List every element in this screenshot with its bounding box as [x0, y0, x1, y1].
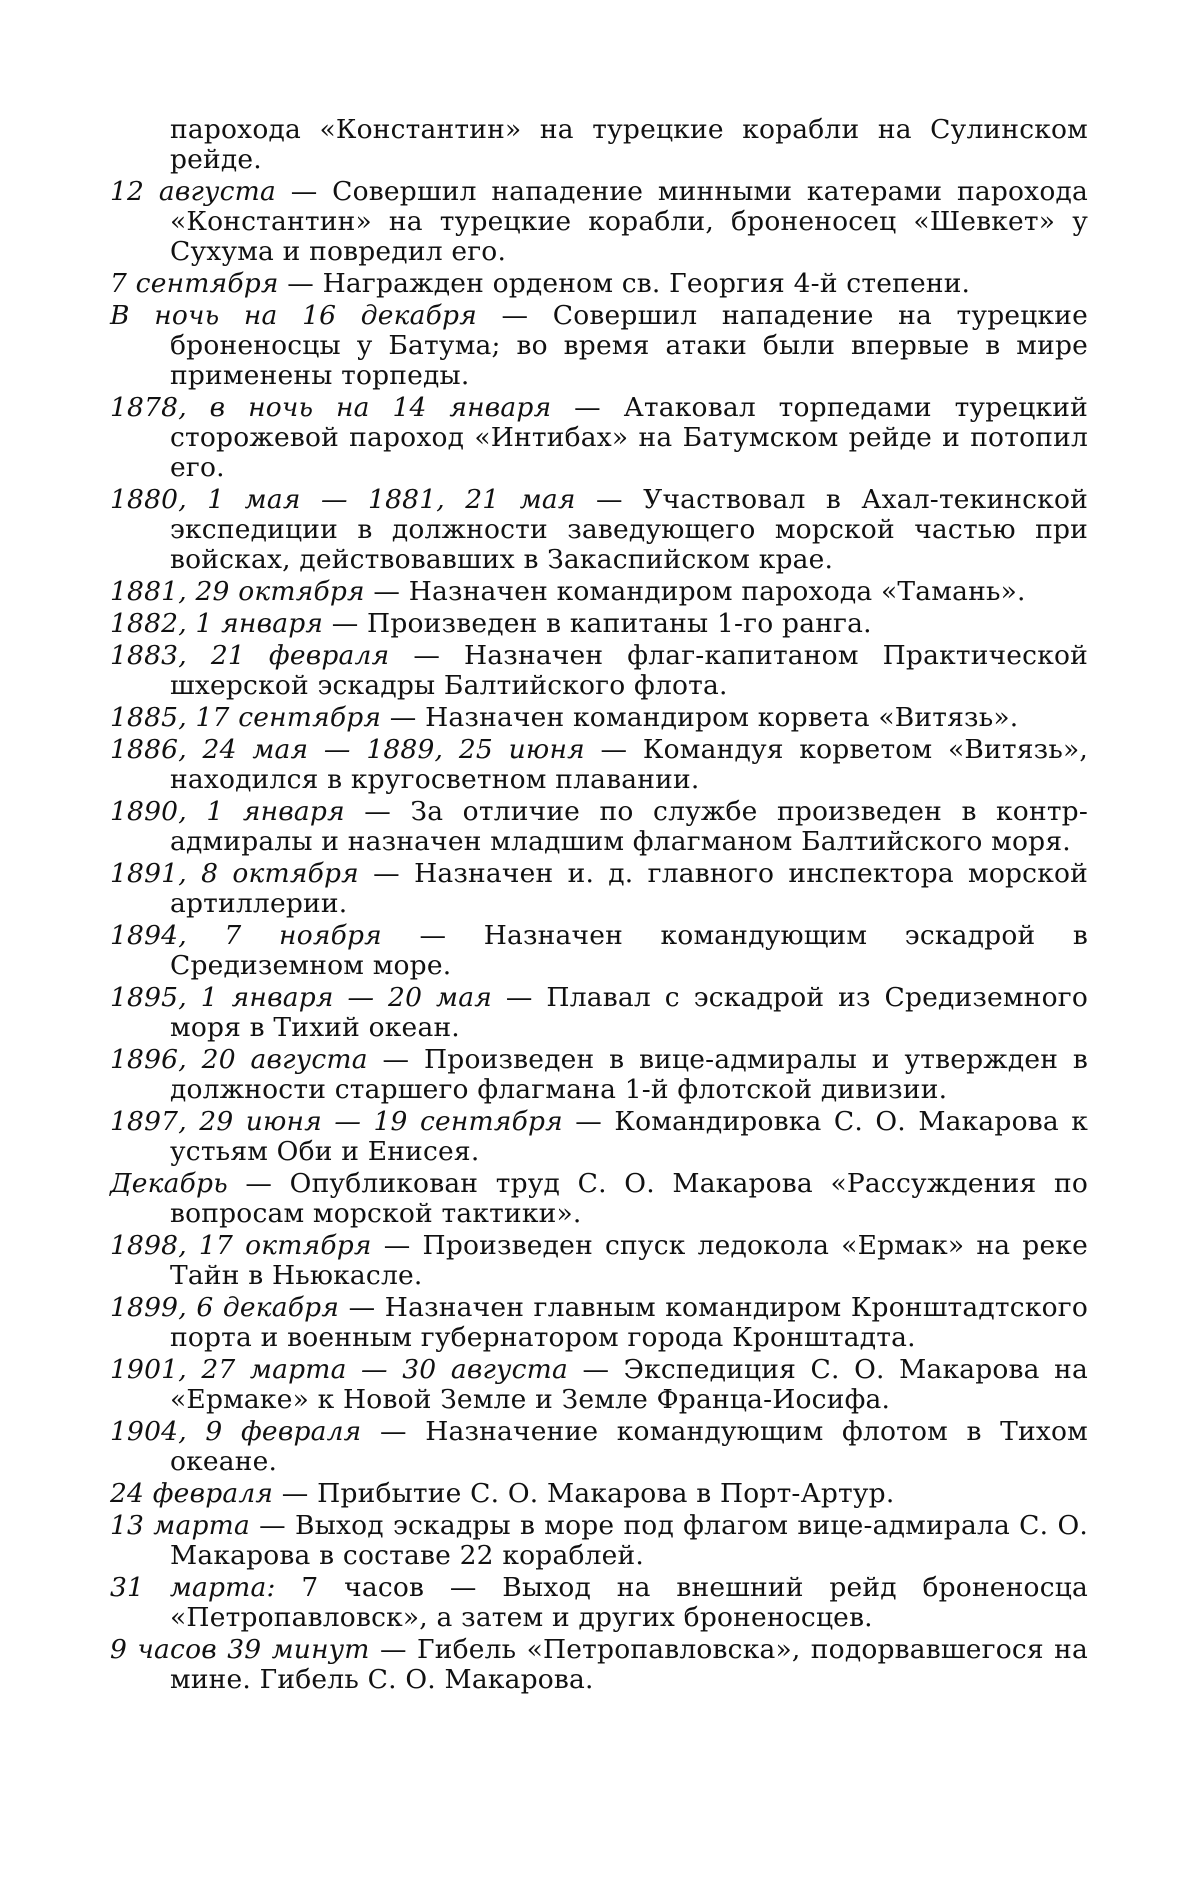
entry-text: парохода «Константин» на турецкие корабли на Сулинском рейде. [170, 114, 1088, 175]
entry-date: 1899, 6 декабря [110, 1292, 339, 1323]
entry-date: 9 часов 39 минут [110, 1634, 370, 1665]
entry-date: В ночь на 16 декабря [110, 300, 477, 331]
entry-text: — Совершил нападение на турецкие броненосцы у Батума; во время атаки были впервые в мире применены торпеды. [170, 300, 1088, 391]
entry-text: — Командуя корветом «Витязь», находился в кругосветном плавании. [170, 734, 1088, 795]
entry-text: — Гибель «Петропавловска», подорвавшегося на мине. Гибель С. О. Макарова. [170, 1634, 1088, 1695]
entry-text: — Назначен командующим эскадрой в Средиземном море. [170, 920, 1088, 981]
chronology-entry [110, 983, 1088, 1043]
entry-text: 7 часов — Выход на внешний рейд броненосца «Петропавловск», а затем и других броненосцев. [170, 1572, 1088, 1633]
entry-text: — За отличие по службе произведен в контр-адмиралы и назначен младшим флагманом Балтийского моря. [170, 796, 1088, 857]
chronology-entry [110, 859, 1088, 919]
entry-date: 1897, 29 июня — 19 сентября [110, 1106, 563, 1137]
entry-text: — Произведен в капитаны 1-го ранга. [323, 608, 872, 639]
entry-date: 1895, 1 января — 20 мая [110, 982, 492, 1013]
entry-text: — Атаковал торпедами турецкий сторожевой пароход «Интибах» на Батумском рейде и потопил его. [170, 392, 1088, 483]
chronology-entry [110, 609, 1088, 639]
chronology-entry [110, 1231, 1088, 1291]
entry-date: 1882, 1 января [110, 608, 323, 639]
chronology-entry [110, 1635, 1088, 1695]
chronology-entry [110, 393, 1088, 483]
entry-date: 1886, 24 мая — 1889, 25 июня [110, 734, 585, 765]
entry-text: — Прибытие С. О. Макарова в Порт-Артур. [273, 1478, 894, 1509]
entry-date: 1891, 8 октября [110, 858, 359, 889]
entry-date: 1885, 17 сентября [110, 702, 381, 733]
chronology-text [110, 115, 1088, 1697]
chronology-entry [110, 1417, 1088, 1477]
entry-text: — Совершил нападение минными катерами парохода «Константин» на турецкие корабли, броненосец «Шевкет» у Сухума и повредил его. [170, 176, 1088, 267]
chronology-entry [110, 921, 1088, 981]
entry-text: — Выход эскадры в море под флагом вице-адмирала С. О. Макарова в составе 22 кораблей. [170, 1510, 1088, 1571]
chronology-entry [110, 1045, 1088, 1105]
chronology-entry [110, 301, 1088, 391]
entry-text: — Награжден орденом св. Георгия 4-й степени. [279, 268, 971, 299]
entry-date: 1901, 27 марта — 30 августа [110, 1354, 568, 1385]
entry-text: — Командировка С. О. Макарова к устьям Оби и Енисея. [170, 1106, 1088, 1167]
chronology-entry [110, 1107, 1088, 1167]
entry-text: — Плавал с эскадрой из Средиземного моря в Тихий океан. [170, 982, 1088, 1043]
entry-text: — Произведен в вице-адмиралы и утвержден в должности старшего флагмана 1-й флотской дивизии. [170, 1044, 1088, 1105]
entry-date: 1890, 1 января [110, 796, 345, 827]
chronology-entry [110, 735, 1088, 795]
entry-date: 12 августа [110, 176, 276, 207]
chronology-entry [110, 1169, 1088, 1229]
chronology-entry [110, 797, 1088, 857]
entry-text: — Назначен главным командиром Кронштадтского порта и военным губернатором города Кронштадта. [170, 1292, 1088, 1353]
chronology-entry [110, 1355, 1088, 1415]
entry-date: 1878, в ночь на 14 января [110, 392, 551, 423]
entry-text: — Опубликован труд С. О. Макарова «Рассуждения по вопросам морской тактики». [170, 1168, 1088, 1229]
chronology-entry [110, 641, 1088, 701]
entry-text: — Назначен командиром корвета «Витязь». [381, 702, 1018, 733]
entry-text: — Экспедиция С. О. Макарова на «Ермаке» к Новой Земле и Земле Франца-Иосифа. [170, 1354, 1088, 1415]
chronology-entry [110, 1573, 1088, 1633]
entry-date: 1898, 17 октября [110, 1230, 372, 1261]
entry-text: — Назначен и. д. главного инспектора морской артиллерии. [170, 858, 1088, 919]
entry-date: 1904, 9 февраля [110, 1416, 361, 1447]
entry-text: — Участвовал в Ахал-текинской экспедиции в должности заведующего морской частью при войсках, действовавших в Закаспийском крае. [170, 484, 1088, 575]
document-page [0, 0, 1200, 1881]
entry-date: 1896, 20 августа [110, 1044, 368, 1075]
entry-text: — Назначен флаг-капитаном Практической шхерской эскадры Балтийского флота. [170, 640, 1088, 701]
chronology-entry [110, 1293, 1088, 1353]
entry-date: 1880, 1 мая — 1881, 21 мая [110, 484, 576, 515]
chronology-entry [110, 485, 1088, 575]
entry-date: 1881, 29 октября [110, 576, 365, 607]
entry-date: 24 февраля [110, 1478, 273, 1509]
entry-text: — Назначение командующим флотом в Тихом океане. [170, 1416, 1088, 1477]
chronology-entry [110, 177, 1088, 267]
entry-date: 31 марта: [110, 1572, 276, 1603]
entry-text: — Назначен командиром парохода «Тамань». [365, 576, 1026, 607]
entry-date: 1883, 21 февраля [110, 640, 389, 671]
chronology-entry [110, 1511, 1088, 1571]
entry-date: Декабрь [110, 1168, 228, 1199]
chronology-entry [110, 115, 1088, 175]
entry-date: 1894, 7 ноября [110, 920, 382, 951]
chronology-entry [110, 1479, 1088, 1509]
chronology-entry [110, 269, 1088, 299]
chronology-entry [110, 577, 1088, 607]
entry-text: — Произведен спуск ледокола «Ермак» на реке Тайн в Ньюкасле. [170, 1230, 1088, 1291]
entry-date: 7 сентября [110, 268, 279, 299]
chronology-entry [110, 703, 1088, 733]
entry-date: 13 марта [110, 1510, 250, 1541]
